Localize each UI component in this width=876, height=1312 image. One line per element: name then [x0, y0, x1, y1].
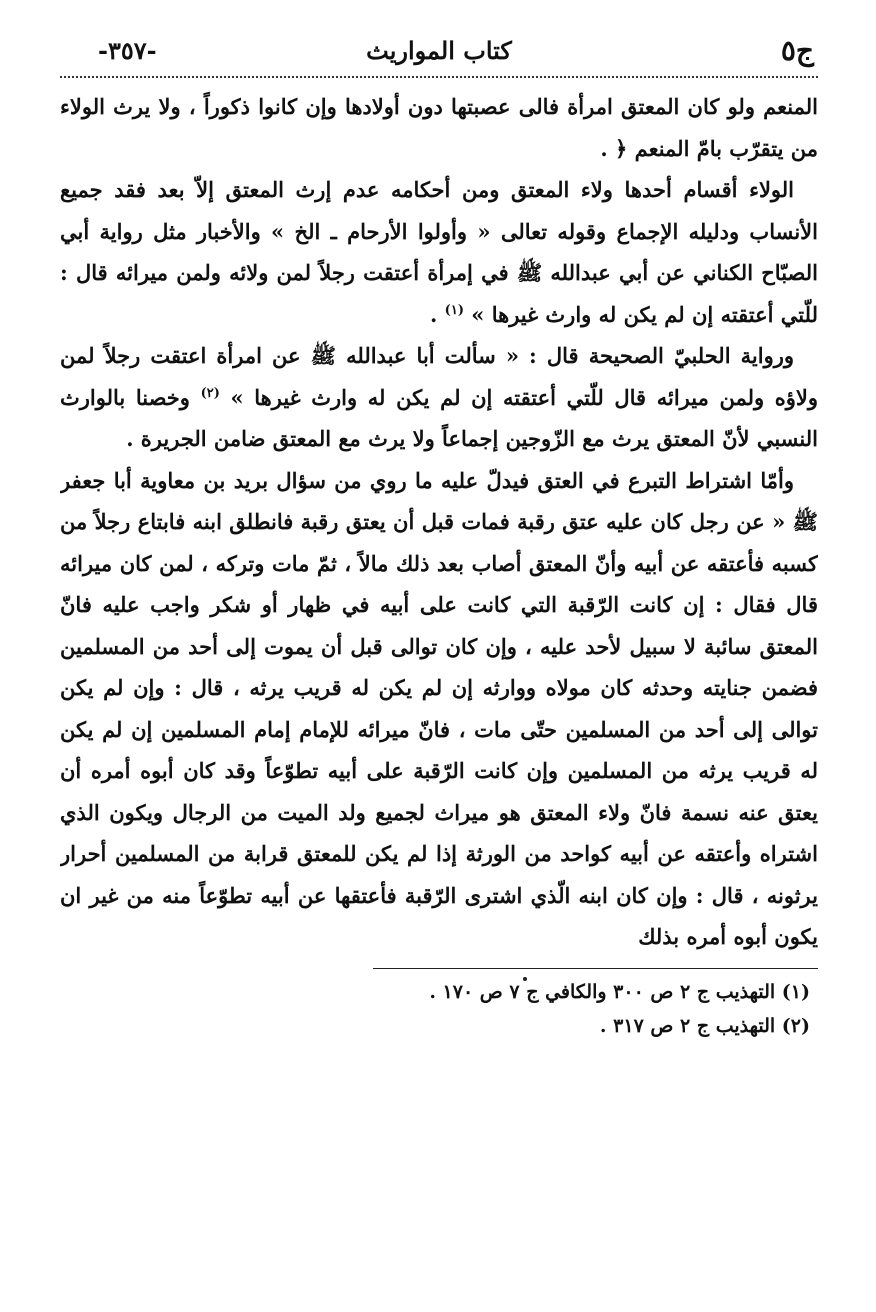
- paragraph-text: الولاء أقسام أحدها ولاء المعتق ومن أحكامه عدم إرث المعتق إلاّ بعد فقد جميع الأنساب ودليله الإجماع وقوله تعالى « وأولوا الأرحام ـ الخ » والأخبار مثل رواية أبي الصبّاح الكناني عن أبي عبدالله ﷺ في إمرأة أعتقت رجلاً لمن ولائه ولمن ميرائه قال : للّتي أعتقته إن لم يكن له وارث غيرها »: [60, 177, 818, 327]
- footnote-marker: (١): [444, 302, 464, 318]
- header-divider: [60, 76, 818, 78]
- footnote-1: (١) التهذيب ج ٢ ص ٣٠٠ والكافي ج ٧ ص ١٧٠ .: [429, 980, 810, 1003]
- paragraph-text: المنعم ولو كان المعتق امرأة فالى عصبتها دون أولادها وإن كانوا ذكوراً ، ولا يرث الولاء من يتقرّب بامّ المنعم ﴿ .: [60, 94, 818, 161]
- book-title: كتاب المواريث: [366, 36, 512, 65]
- main-text: [60, 86, 818, 958]
- book-page: [60, 28, 818, 1278]
- page-number: -٣٥٧-: [98, 36, 157, 65]
- paragraph-3: [60, 335, 818, 460]
- paragraph-text: ورواية الحلبيّ الصحيحة قال : « سألت أبا عبدالله ﷺ عن امرأة اعتقت رجلاً لمن ولاؤه ولمن ميرائه قال للّتي أعتقته إن لم يكن له وارث غيرها »: [60, 343, 818, 410]
- paragraph-end: .: [430, 301, 438, 327]
- footnote-marker: (٢): [200, 385, 220, 401]
- footnotes: [60, 975, 818, 1043]
- paragraph-tail: وخصنا بالوارث النسبي لأنّ المعتق يرث مع الزّوجين إجماعاً ولا يرث مع المعتق ضامن الجريرة .: [60, 384, 818, 451]
- paragraph-4: [60, 460, 818, 958]
- paragraph-1: [60, 86, 818, 169]
- volume-label: ج٥: [780, 34, 814, 67]
- footnote-divider: [373, 968, 818, 969]
- paragraph-text: وأمّا اشتراط التبرع في العتق فيدلّ عليه ما روي من سؤال بريد بن معاوية أبا جعفر ﷺ « عن رجل كان عليه عتق رقبة فمات قبل أن يعتق رقبة فانطلق ابنه فابتاع رجلاً من كسبه فأعتقه عن أبيه وأنّ المعتق أصاب بعد ذلك مالاً ، ثمّ مات وتركه ، لمن كان ميرائه قال فقال : إن كانت الرّقبة التي كانت على أبيه في ظهار أو شكر واجب عليه فانّ المعتق سائبة لا سبيل لأحد عليه ، وإن كان توالى قبل أن يموت إلى أحد من المسلمين فضمن جنايته وحدثه كان مولاه ووارثه إن لم يكن له قريب يرثه ، قال : وإن لم يكن توالى إلى أحد من المسلمين حتّى مات ، فانّ ميرائه للإمام إمام المسلمين إن لم يكن له قريب يرثه من المسلمين وإن كانت الرّقبة على أبيه تطوّعاً وقد كان أبوه أمره أن يعتق عنه نسمة فانّ ولاء المعتق هو ميراث لجميع ولد الميت من الرجال ويكون الذي اشتراه وأعتقه عن أبيه كواحد من الورثة إذا لم يكن للمعتق قرابة من المسلمين أحرار يرثونه ، قال : وإن كان ابنه الّذي اشترى الرّقبة فأعتقها عن أبيه تطوّعاً منه من غير ان يكون أبوه أمره بذلك: [60, 467, 818, 949]
- footnote-2: (٢) التهذيب ج ٢ ص ٣١٧ .: [599, 1014, 810, 1037]
- paragraph-2: [60, 169, 818, 335]
- page-header: [60, 28, 818, 74]
- ink-dot: [523, 977, 527, 981]
